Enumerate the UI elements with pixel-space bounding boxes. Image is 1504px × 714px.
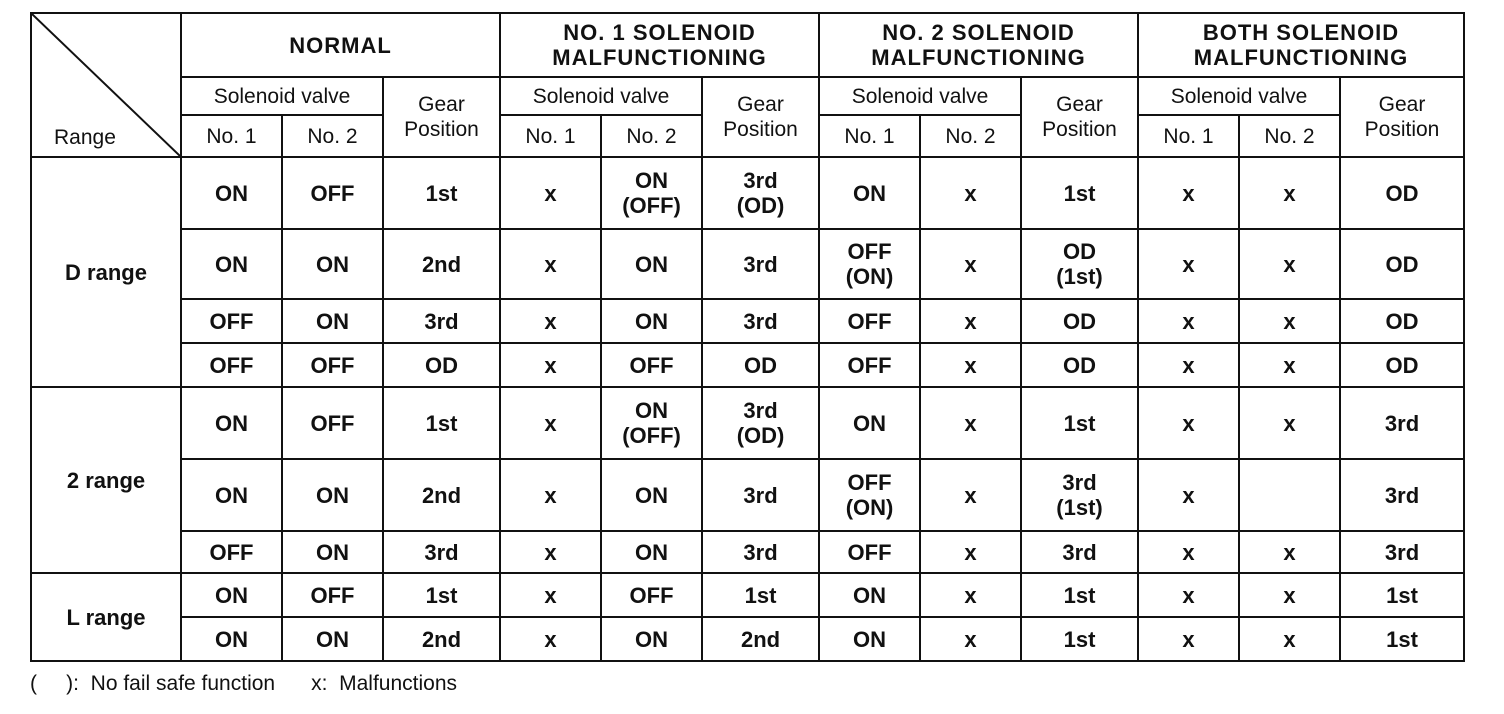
table-cell: x	[920, 157, 1021, 229]
table-cell: ON (OFF)	[601, 157, 702, 229]
table-cell: 2nd	[383, 617, 500, 661]
table-cell: ON	[601, 299, 702, 343]
range-header-label: Range	[54, 126, 116, 149]
table-cell: x	[920, 617, 1021, 661]
table-cell: OD	[1021, 343, 1138, 387]
legend-no-fail-safe: ( ): No fail safe function	[30, 672, 276, 695]
table-cell: x	[920, 531, 1021, 573]
table-cell: 2nd	[383, 229, 500, 299]
table-cell: ON	[282, 531, 383, 573]
table-legend	[30, 672, 457, 696]
range-label-cell: D range	[31, 157, 181, 387]
table-cell: 3rd	[383, 531, 500, 573]
group-no2-malfunction-header: NO. 2 SOLENOID MALFUNCTIONING	[819, 13, 1138, 77]
table-cell: OFF	[282, 343, 383, 387]
solenoid-valve-header: Solenoid valve	[1138, 77, 1340, 115]
table-cell: OFF	[282, 573, 383, 617]
gear-position-header: Gear Position	[1021, 77, 1138, 157]
table-cell: x	[500, 157, 601, 229]
table-cell: x	[1138, 617, 1239, 661]
table-cell: x	[500, 343, 601, 387]
solenoid-valve-header: Solenoid valve	[181, 77, 383, 115]
table-cell: ON	[181, 617, 282, 661]
solenoid-malfunction-table	[30, 12, 1465, 662]
no1-header: No. 1	[181, 115, 282, 157]
table-cell: x	[1239, 531, 1340, 573]
table-cell: x	[1239, 387, 1340, 459]
table-cell: x	[920, 229, 1021, 299]
table-cell: 3rd	[702, 459, 819, 531]
table-cell: ON	[819, 573, 920, 617]
table-cell: OFF	[601, 573, 702, 617]
table-cell: 3rd (1st)	[1021, 459, 1138, 531]
table-cell: OFF	[282, 157, 383, 229]
table-cell: OD (1st)	[1021, 229, 1138, 299]
table-cell: ON	[819, 157, 920, 229]
table-cell: OFF	[819, 343, 920, 387]
table-cell: x	[500, 617, 601, 661]
no1-header: No. 1	[1138, 115, 1239, 157]
table-cell: OFF	[282, 387, 383, 459]
table-cell: x	[1239, 299, 1340, 343]
gear-position-header: Gear Position	[1340, 77, 1464, 157]
table-cell: x	[500, 573, 601, 617]
table-cell: 3rd (OD)	[702, 157, 819, 229]
table-cell: ON	[601, 229, 702, 299]
table-cell: x	[1239, 157, 1340, 229]
no2-header: No. 2	[1239, 115, 1340, 157]
table-cell: 1st	[383, 157, 500, 229]
table-cell: x	[1138, 387, 1239, 459]
table-cell: OD	[1340, 299, 1464, 343]
table-cell: 3rd	[383, 299, 500, 343]
table-cell: ON	[181, 573, 282, 617]
table-cell: 1st	[383, 387, 500, 459]
table-cell: ON	[181, 229, 282, 299]
table-cell: OFF	[181, 299, 282, 343]
table-cell: ON	[282, 229, 383, 299]
table-cell: x	[1138, 299, 1239, 343]
group-no1-malfunction-header: NO. 1 SOLENOID MALFUNCTIONING	[500, 13, 819, 77]
table-cell: ON	[819, 387, 920, 459]
table-cell: 2nd	[702, 617, 819, 661]
gear-position-header: Gear Position	[702, 77, 819, 157]
table-cell: x	[1138, 157, 1239, 229]
table-cell: 3rd	[702, 299, 819, 343]
table-cell: 1st	[702, 573, 819, 617]
no2-header: No. 2	[601, 115, 702, 157]
no2-header: No. 2	[282, 115, 383, 157]
table-cell: x	[1239, 573, 1340, 617]
table-cell: OFF	[601, 343, 702, 387]
table-cell: x	[920, 573, 1021, 617]
table-cell: x	[920, 387, 1021, 459]
table-cell: OD	[1340, 343, 1464, 387]
table-cell: ON	[601, 617, 702, 661]
gear-position-header: Gear Position	[383, 77, 500, 157]
table-cell: OFF	[819, 299, 920, 343]
table-cell: 1st	[1340, 573, 1464, 617]
table-cell: ON	[601, 531, 702, 573]
table-cell: x	[1138, 343, 1239, 387]
table-cell: OD	[702, 343, 819, 387]
table-row	[31, 531, 1464, 573]
range-corner-cell	[31, 13, 181, 157]
table-cell: x	[500, 229, 601, 299]
table-row	[31, 617, 1464, 661]
table-cell: x	[1239, 229, 1340, 299]
table-cell: 2nd	[383, 459, 500, 531]
header-row-groups	[31, 13, 1464, 77]
table-cell: ON (OFF)	[601, 387, 702, 459]
table-cell: ON	[181, 387, 282, 459]
table-cell: 1st	[1340, 617, 1464, 661]
range-label-cell: 2 range	[31, 387, 181, 573]
table-cell: x	[1138, 573, 1239, 617]
table-row	[31, 343, 1464, 387]
table-cell: OD	[383, 343, 500, 387]
table-cell: x	[920, 343, 1021, 387]
header-row-subgroups	[31, 77, 1464, 115]
table-cell: ON	[601, 459, 702, 531]
table-cell: 1st	[383, 573, 500, 617]
solenoid-valve-header: Solenoid valve	[819, 77, 1021, 115]
table-cell: x	[1239, 343, 1340, 387]
table-cell: ON	[181, 157, 282, 229]
table-cell: x	[920, 299, 1021, 343]
table-cell: OFF	[181, 343, 282, 387]
table-cell: 1st	[1021, 387, 1138, 459]
table-cell: 3rd	[702, 229, 819, 299]
range-label-cell: L range	[31, 573, 181, 661]
table-cell: x	[1239, 617, 1340, 661]
table-cell: OFF	[181, 531, 282, 573]
table-row	[31, 299, 1464, 343]
table-cell: x	[1138, 531, 1239, 573]
table-cell: 3rd	[1340, 459, 1464, 531]
table-cell: OD	[1340, 229, 1464, 299]
table-cell: 1st	[1021, 617, 1138, 661]
table-cell: x	[500, 459, 601, 531]
table-cell: x	[1138, 229, 1239, 299]
table-row	[31, 157, 1464, 229]
table-cell: 3rd	[1340, 387, 1464, 459]
group-normal-header: NORMAL	[181, 13, 500, 77]
table-cell: OFF	[819, 531, 920, 573]
table-cell: OFF (ON)	[819, 229, 920, 299]
table-row	[31, 459, 1464, 531]
table-cell: x	[500, 387, 601, 459]
table-row	[31, 573, 1464, 617]
table-cell: 1st	[1021, 573, 1138, 617]
table-cell: OD	[1340, 157, 1464, 229]
table-cell	[1239, 459, 1340, 531]
table-cell: x	[1138, 459, 1239, 531]
table-cell: x	[920, 459, 1021, 531]
table-cell: 1st	[1021, 157, 1138, 229]
table-cell: ON	[181, 459, 282, 531]
table-cell: 3rd	[1021, 531, 1138, 573]
legend-malfunctions: x: Malfunctions	[311, 672, 458, 695]
table-row	[31, 229, 1464, 299]
table-cell: ON	[282, 617, 383, 661]
table-cell: ON	[819, 617, 920, 661]
no1-header: No. 1	[819, 115, 920, 157]
solenoid-valve-header: Solenoid valve	[500, 77, 702, 115]
no2-header: No. 2	[920, 115, 1021, 157]
table-cell: x	[500, 531, 601, 573]
table-cell: OD	[1021, 299, 1138, 343]
group-both-malfunction-header: BOTH SOLENOID MALFUNCTIONING	[1138, 13, 1464, 77]
table-cell: ON	[282, 299, 383, 343]
no1-header: No. 1	[500, 115, 601, 157]
table-cell: ON	[282, 459, 383, 531]
table-cell: 3rd	[702, 531, 819, 573]
table-cell: 3rd	[1340, 531, 1464, 573]
table-cell: x	[500, 299, 601, 343]
table-cell: 3rd (OD)	[702, 387, 819, 459]
table-cell: OFF (ON)	[819, 459, 920, 531]
table-row	[31, 387, 1464, 459]
